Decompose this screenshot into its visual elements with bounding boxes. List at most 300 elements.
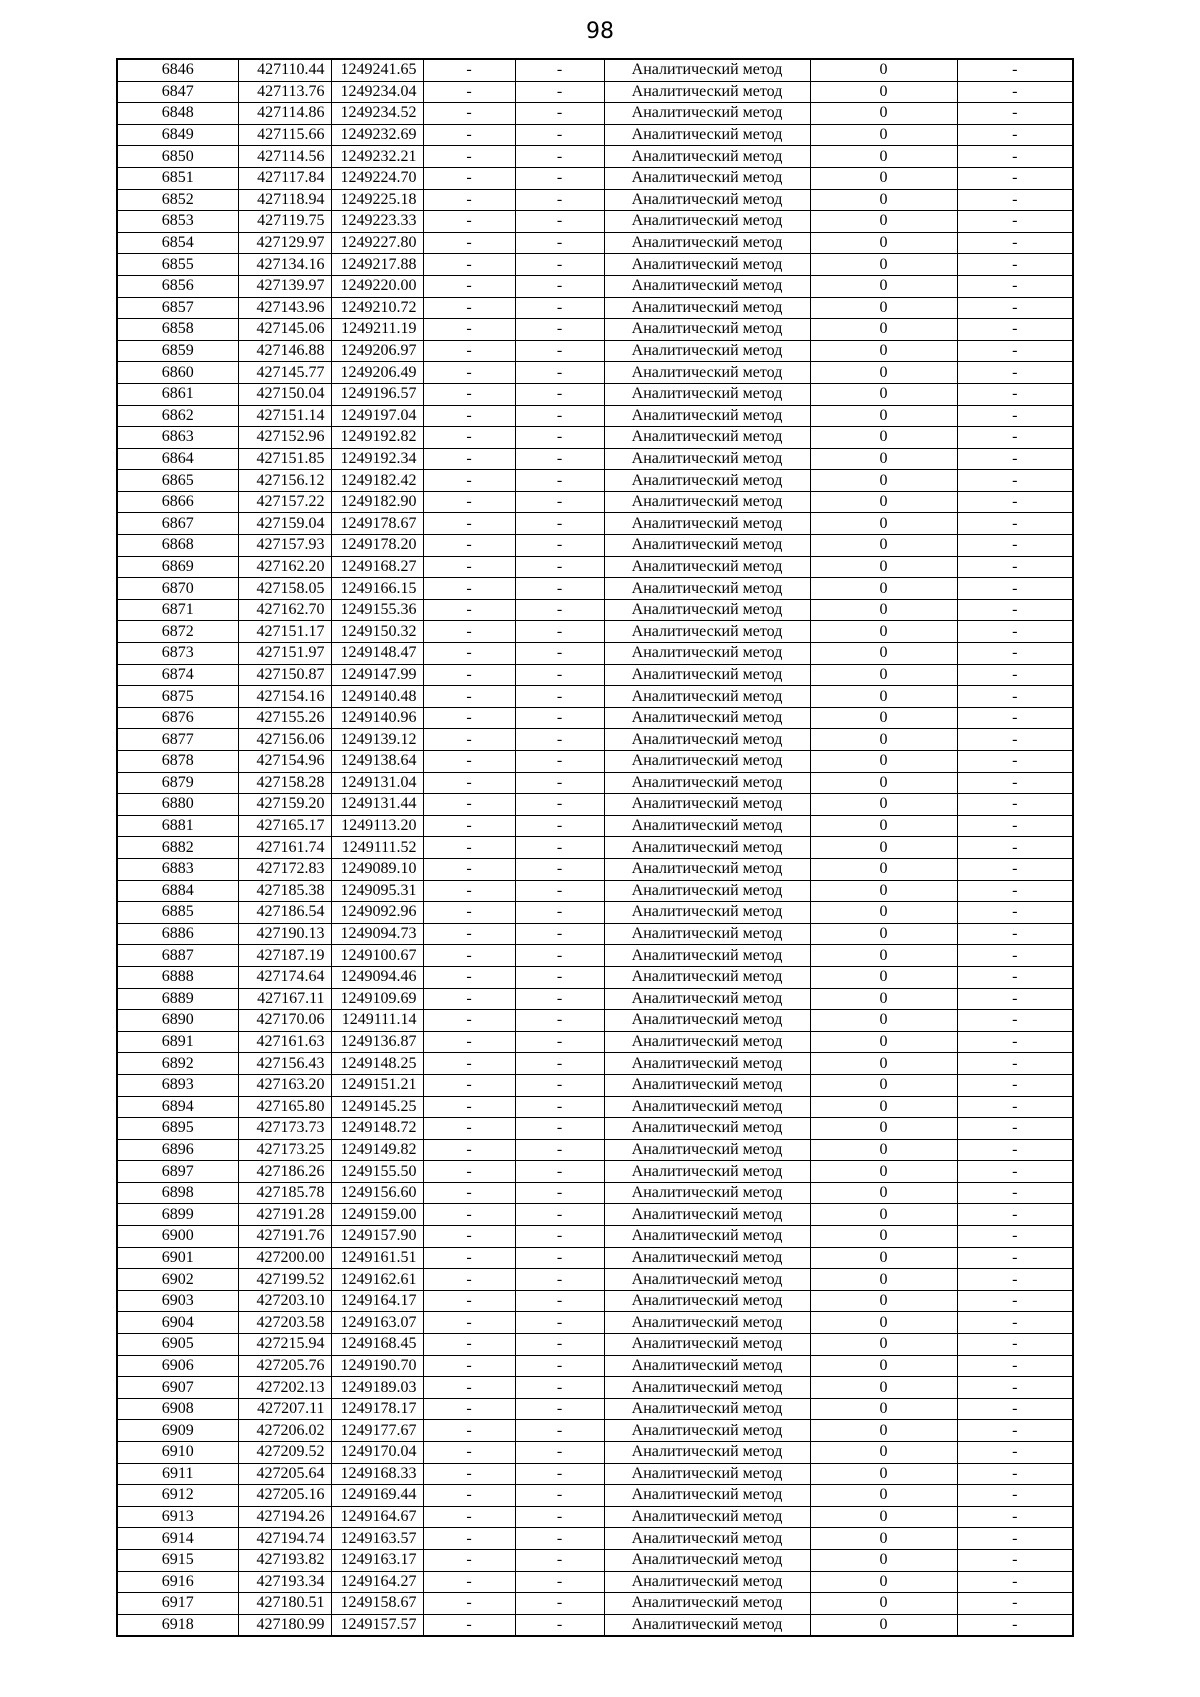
empty-cell-b: -: [515, 1377, 604, 1399]
empty-cell-c: -: [957, 1614, 1073, 1636]
empty-cell-a: -: [423, 707, 515, 729]
empty-cell-c: -: [957, 1377, 1073, 1399]
empty-cell-a: -: [423, 1398, 515, 1420]
empty-cell-c: -: [957, 772, 1073, 794]
x-coordinate-cell: 427180.99: [238, 1614, 331, 1636]
value-cell: 0: [810, 1506, 957, 1528]
value-cell: 0: [810, 535, 957, 557]
point-number-cell: 6902: [117, 1269, 238, 1291]
point-number-cell: 6875: [117, 686, 238, 708]
empty-cell-c: -: [957, 1593, 1073, 1615]
x-coordinate-cell: 427162.70: [238, 599, 331, 621]
empty-cell-a: -: [423, 513, 515, 535]
y-coordinate-cell: 1249147.99: [331, 664, 423, 686]
empty-cell-b: -: [515, 1528, 604, 1550]
empty-cell-c: -: [957, 189, 1073, 211]
table-row: [117, 1096, 1073, 1118]
x-coordinate-cell: 427114.86: [238, 103, 331, 125]
x-coordinate-cell: 427113.76: [238, 81, 331, 103]
point-number-cell: 6883: [117, 858, 238, 880]
empty-cell-b: -: [515, 751, 604, 773]
empty-cell-b: -: [515, 880, 604, 902]
empty-cell-a: -: [423, 189, 515, 211]
empty-cell-a: -: [423, 643, 515, 665]
empty-cell-a: -: [423, 146, 515, 168]
empty-cell-c: -: [957, 1571, 1073, 1593]
empty-cell-b: -: [515, 1334, 604, 1356]
method-cell: Аналитический метод: [604, 81, 810, 103]
x-coordinate-cell: 427205.64: [238, 1463, 331, 1485]
value-cell: 0: [810, 1593, 957, 1615]
x-coordinate-cell: 427191.28: [238, 1204, 331, 1226]
empty-cell-a: -: [423, 535, 515, 557]
empty-cell-c: -: [957, 1528, 1073, 1550]
y-coordinate-cell: 1249111.52: [331, 837, 423, 859]
x-coordinate-cell: 427167.11: [238, 988, 331, 1010]
table-row: [117, 1355, 1073, 1377]
empty-cell-a: -: [423, 1420, 515, 1442]
value-cell: 0: [810, 902, 957, 924]
empty-cell-a: -: [423, 1269, 515, 1291]
point-number-cell: 6901: [117, 1247, 238, 1269]
table-row: [117, 1226, 1073, 1248]
y-coordinate-cell: 1249225.18: [331, 189, 423, 211]
table-row: [117, 1010, 1073, 1032]
empty-cell-b: -: [515, 1053, 604, 1075]
value-cell: 0: [810, 232, 957, 254]
empty-cell-c: -: [957, 988, 1073, 1010]
method-cell: Аналитический метод: [604, 1334, 810, 1356]
empty-cell-b: -: [515, 124, 604, 146]
method-cell: Аналитический метод: [604, 858, 810, 880]
point-number-cell: 6856: [117, 275, 238, 297]
point-number-cell: 6873: [117, 643, 238, 665]
empty-cell-a: -: [423, 103, 515, 125]
empty-cell-c: -: [957, 1485, 1073, 1507]
empty-cell-c: -: [957, 124, 1073, 146]
table-row: [117, 1031, 1073, 1053]
method-cell: Аналитический метод: [604, 945, 810, 967]
y-coordinate-cell: 1249227.80: [331, 232, 423, 254]
empty-cell-a: -: [423, 470, 515, 492]
point-number-cell: 6861: [117, 383, 238, 405]
method-cell: Аналитический метод: [604, 621, 810, 643]
y-coordinate-cell: 1249224.70: [331, 167, 423, 189]
point-number-cell: 6849: [117, 124, 238, 146]
point-number-cell: 6853: [117, 211, 238, 233]
table-row: [117, 578, 1073, 600]
point-number-cell: 6918: [117, 1614, 238, 1636]
method-cell: Аналитический метод: [604, 643, 810, 665]
empty-cell-a: -: [423, 1182, 515, 1204]
y-coordinate-cell: 1249162.61: [331, 1269, 423, 1291]
method-cell: Аналитический метод: [604, 707, 810, 729]
table-row: [117, 297, 1073, 319]
value-cell: 0: [810, 1312, 957, 1334]
point-number-cell: 6867: [117, 513, 238, 535]
empty-cell-c: -: [957, 1442, 1073, 1464]
value-cell: 0: [810, 556, 957, 578]
value-cell: 0: [810, 1118, 957, 1140]
empty-cell-c: -: [957, 1549, 1073, 1571]
table-row: [117, 167, 1073, 189]
x-coordinate-cell: 427159.04: [238, 513, 331, 535]
empty-cell-b: -: [515, 1074, 604, 1096]
point-number-cell: 6851: [117, 167, 238, 189]
value-cell: 0: [810, 1182, 957, 1204]
y-coordinate-cell: 1249095.31: [331, 880, 423, 902]
point-number-cell: 6847: [117, 81, 238, 103]
x-coordinate-cell: 427156.43: [238, 1053, 331, 1075]
table-row: [117, 275, 1073, 297]
x-coordinate-cell: 427151.97: [238, 643, 331, 665]
table-body: [117, 59, 1073, 1636]
method-cell: Аналитический метод: [604, 1031, 810, 1053]
empty-cell-c: -: [957, 902, 1073, 924]
table-row: [117, 81, 1073, 103]
y-coordinate-cell: 1249169.44: [331, 1485, 423, 1507]
empty-cell-c: -: [957, 254, 1073, 276]
point-number-cell: 6888: [117, 966, 238, 988]
value-cell: 0: [810, 578, 957, 600]
x-coordinate-cell: 427154.16: [238, 686, 331, 708]
method-cell: Аналитический метод: [604, 1420, 810, 1442]
method-cell: Аналитический метод: [604, 966, 810, 988]
empty-cell-b: -: [515, 686, 604, 708]
empty-cell-a: -: [423, 945, 515, 967]
empty-cell-b: -: [515, 1204, 604, 1226]
y-coordinate-cell: 1249156.60: [331, 1182, 423, 1204]
method-cell: Аналитический метод: [604, 1355, 810, 1377]
x-coordinate-cell: 427146.88: [238, 340, 331, 362]
point-number-cell: 6865: [117, 470, 238, 492]
x-coordinate-cell: 427215.94: [238, 1334, 331, 1356]
x-coordinate-cell: 427154.96: [238, 751, 331, 773]
value-cell: 0: [810, 664, 957, 686]
value-cell: 0: [810, 297, 957, 319]
empty-cell-b: -: [515, 923, 604, 945]
table-row: [117, 1312, 1073, 1334]
x-coordinate-cell: 427199.52: [238, 1269, 331, 1291]
x-coordinate-cell: 427174.64: [238, 966, 331, 988]
empty-cell-b: -: [515, 1269, 604, 1291]
value-cell: 0: [810, 362, 957, 384]
empty-cell-c: -: [957, 1506, 1073, 1528]
empty-cell-c: -: [957, 513, 1073, 535]
method-cell: Аналитический метод: [604, 340, 810, 362]
y-coordinate-cell: 1249178.20: [331, 535, 423, 557]
method-cell: Аналитический метод: [604, 880, 810, 902]
empty-cell-a: -: [423, 902, 515, 924]
value-cell: 0: [810, 1485, 957, 1507]
empty-cell-b: -: [515, 1031, 604, 1053]
x-coordinate-cell: 427157.22: [238, 491, 331, 513]
y-coordinate-cell: 1249145.25: [331, 1096, 423, 1118]
y-coordinate-cell: 1249178.67: [331, 513, 423, 535]
empty-cell-c: -: [957, 880, 1073, 902]
table-row: [117, 945, 1073, 967]
x-coordinate-cell: 427129.97: [238, 232, 331, 254]
method-cell: Аналитический метод: [604, 254, 810, 276]
empty-cell-c: -: [957, 1010, 1073, 1032]
table-row: [117, 189, 1073, 211]
empty-cell-a: -: [423, 1506, 515, 1528]
point-number-cell: 6872: [117, 621, 238, 643]
empty-cell-c: -: [957, 491, 1073, 513]
empty-cell-b: -: [515, 427, 604, 449]
empty-cell-c: -: [957, 167, 1073, 189]
table-row: [117, 1614, 1073, 1636]
value-cell: 0: [810, 880, 957, 902]
y-coordinate-cell: 1249131.04: [331, 772, 423, 794]
empty-cell-b: -: [515, 1096, 604, 1118]
x-coordinate-cell: 427150.87: [238, 664, 331, 686]
x-coordinate-cell: 427161.74: [238, 837, 331, 859]
empty-cell-c: -: [957, 945, 1073, 967]
empty-cell-c: -: [957, 578, 1073, 600]
value-cell: 0: [810, 146, 957, 168]
empty-cell-b: -: [515, 794, 604, 816]
empty-cell-b: -: [515, 966, 604, 988]
x-coordinate-cell: 427156.12: [238, 470, 331, 492]
point-number-cell: 6913: [117, 1506, 238, 1528]
table-row: [117, 1204, 1073, 1226]
method-cell: Аналитический метод: [604, 1118, 810, 1140]
y-coordinate-cell: 1249232.21: [331, 146, 423, 168]
empty-cell-a: -: [423, 858, 515, 880]
x-coordinate-cell: 427151.85: [238, 448, 331, 470]
empty-cell-b: -: [515, 815, 604, 837]
empty-cell-b: -: [515, 1118, 604, 1140]
point-number-cell: 6893: [117, 1074, 238, 1096]
value-cell: 0: [810, 470, 957, 492]
table-row: [117, 1528, 1073, 1550]
value-cell: 0: [810, 211, 957, 233]
empty-cell-a: -: [423, 1312, 515, 1334]
method-cell: Аналитический метод: [604, 146, 810, 168]
empty-cell-b: -: [515, 837, 604, 859]
table-row: [117, 1290, 1073, 1312]
empty-cell-b: -: [515, 1506, 604, 1528]
empty-cell-a: -: [423, 1053, 515, 1075]
value-cell: 0: [810, 1053, 957, 1075]
empty-cell-c: -: [957, 1096, 1073, 1118]
x-coordinate-cell: 427145.77: [238, 362, 331, 384]
empty-cell-a: -: [423, 167, 515, 189]
value-cell: 0: [810, 124, 957, 146]
empty-cell-c: -: [957, 1074, 1073, 1096]
value-cell: 0: [810, 1290, 957, 1312]
table-row: [117, 427, 1073, 449]
empty-cell-c: -: [957, 232, 1073, 254]
empty-cell-b: -: [515, 1139, 604, 1161]
method-cell: Аналитический метод: [604, 1614, 810, 1636]
point-number-cell: 6879: [117, 772, 238, 794]
empty-cell-c: -: [957, 729, 1073, 751]
point-number-cell: 6912: [117, 1485, 238, 1507]
value-cell: 0: [810, 1355, 957, 1377]
value-cell: 0: [810, 1614, 957, 1636]
method-cell: Аналитический метод: [604, 1161, 810, 1183]
y-coordinate-cell: 1249241.65: [331, 59, 423, 81]
y-coordinate-cell: 1249136.87: [331, 1031, 423, 1053]
point-number-cell: 6864: [117, 448, 238, 470]
empty-cell-a: -: [423, 211, 515, 233]
empty-cell-a: -: [423, 1074, 515, 1096]
empty-cell-c: -: [957, 1463, 1073, 1485]
point-number-cell: 6895: [117, 1118, 238, 1140]
empty-cell-b: -: [515, 362, 604, 384]
empty-cell-a: -: [423, 1614, 515, 1636]
method-cell: Аналитический метод: [604, 1528, 810, 1550]
empty-cell-b: -: [515, 556, 604, 578]
empty-cell-c: -: [957, 103, 1073, 125]
empty-cell-b: -: [515, 1442, 604, 1464]
empty-cell-a: -: [423, 1096, 515, 1118]
point-number-cell: 6906: [117, 1355, 238, 1377]
y-coordinate-cell: 1249170.04: [331, 1442, 423, 1464]
point-number-cell: 6874: [117, 664, 238, 686]
table-row: [117, 858, 1073, 880]
x-coordinate-cell: 427193.34: [238, 1571, 331, 1593]
empty-cell-a: -: [423, 578, 515, 600]
table-row: [117, 211, 1073, 233]
x-coordinate-cell: 427152.96: [238, 427, 331, 449]
method-cell: Аналитический метод: [604, 794, 810, 816]
empty-cell-a: -: [423, 599, 515, 621]
empty-cell-b: -: [515, 535, 604, 557]
empty-cell-c: -: [957, 1290, 1073, 1312]
x-coordinate-cell: 427203.58: [238, 1312, 331, 1334]
table-row: [117, 1398, 1073, 1420]
empty-cell-b: -: [515, 621, 604, 643]
x-coordinate-cell: 427202.13: [238, 1377, 331, 1399]
empty-cell-a: -: [423, 815, 515, 837]
table-row: [117, 1506, 1073, 1528]
table-row: [117, 794, 1073, 816]
x-coordinate-cell: 427145.06: [238, 319, 331, 341]
empty-cell-c: -: [957, 362, 1073, 384]
table-row: [117, 751, 1073, 773]
method-cell: Аналитический метод: [604, 1096, 810, 1118]
empty-cell-c: -: [957, 1053, 1073, 1075]
y-coordinate-cell: 1249161.51: [331, 1247, 423, 1269]
y-coordinate-cell: 1249138.64: [331, 751, 423, 773]
empty-cell-b: -: [515, 448, 604, 470]
value-cell: 0: [810, 837, 957, 859]
y-coordinate-cell: 1249155.36: [331, 599, 423, 621]
empty-cell-a: -: [423, 1463, 515, 1485]
x-coordinate-cell: 427117.84: [238, 167, 331, 189]
value-cell: 0: [810, 1010, 957, 1032]
value-cell: 0: [810, 427, 957, 449]
empty-cell-b: -: [515, 902, 604, 924]
empty-cell-a: -: [423, 1334, 515, 1356]
value-cell: 0: [810, 383, 957, 405]
empty-cell-a: -: [423, 1118, 515, 1140]
method-cell: Аналитический метод: [604, 405, 810, 427]
y-coordinate-cell: 1249100.67: [331, 945, 423, 967]
x-coordinate-cell: 427203.10: [238, 1290, 331, 1312]
empty-cell-b: -: [515, 232, 604, 254]
value-cell: 0: [810, 1549, 957, 1571]
point-number-cell: 6909: [117, 1420, 238, 1442]
value-cell: 0: [810, 751, 957, 773]
empty-cell-b: -: [515, 1571, 604, 1593]
x-coordinate-cell: 427186.54: [238, 902, 331, 924]
x-coordinate-cell: 427200.00: [238, 1247, 331, 1269]
x-coordinate-cell: 427156.06: [238, 729, 331, 751]
point-number-cell: 6899: [117, 1204, 238, 1226]
x-coordinate-cell: 427185.78: [238, 1182, 331, 1204]
y-coordinate-cell: 1249139.12: [331, 729, 423, 751]
x-coordinate-cell: 427191.76: [238, 1226, 331, 1248]
point-number-cell: 6882: [117, 837, 238, 859]
empty-cell-c: -: [957, 1139, 1073, 1161]
empty-cell-a: -: [423, 275, 515, 297]
method-cell: Аналитический метод: [604, 1463, 810, 1485]
method-cell: Аналитический метод: [604, 448, 810, 470]
empty-cell-a: -: [423, 232, 515, 254]
y-coordinate-cell: 1249164.17: [331, 1290, 423, 1312]
value-cell: 0: [810, 794, 957, 816]
y-coordinate-cell: 1249223.33: [331, 211, 423, 233]
table-row: [117, 1182, 1073, 1204]
table-row: [117, 1118, 1073, 1140]
empty-cell-b: -: [515, 643, 604, 665]
empty-cell-b: -: [515, 1161, 604, 1183]
value-cell: 0: [810, 103, 957, 125]
table-row: [117, 124, 1073, 146]
empty-cell-a: -: [423, 1549, 515, 1571]
empty-cell-a: -: [423, 988, 515, 1010]
empty-cell-a: -: [423, 772, 515, 794]
x-coordinate-cell: 427114.56: [238, 146, 331, 168]
point-number-cell: 6907: [117, 1377, 238, 1399]
table-row: [117, 988, 1073, 1010]
value-cell: 0: [810, 1377, 957, 1399]
empty-cell-b: -: [515, 1312, 604, 1334]
y-coordinate-cell: 1249159.00: [331, 1204, 423, 1226]
empty-cell-b: -: [515, 664, 604, 686]
empty-cell-b: -: [515, 491, 604, 513]
x-coordinate-cell: 427193.82: [238, 1549, 331, 1571]
empty-cell-c: -: [957, 556, 1073, 578]
empty-cell-c: -: [957, 707, 1073, 729]
empty-cell-b: -: [515, 340, 604, 362]
empty-cell-a: -: [423, 966, 515, 988]
y-coordinate-cell: 1249211.19: [331, 319, 423, 341]
y-coordinate-cell: 1249168.33: [331, 1463, 423, 1485]
point-number-cell: 6887: [117, 945, 238, 967]
table-row: [117, 686, 1073, 708]
x-coordinate-cell: 427115.66: [238, 124, 331, 146]
point-number-cell: 6859: [117, 340, 238, 362]
empty-cell-b: -: [515, 599, 604, 621]
point-number-cell: 6884: [117, 880, 238, 902]
empty-cell-b: -: [515, 578, 604, 600]
value-cell: 0: [810, 945, 957, 967]
method-cell: Аналитический метод: [604, 1290, 810, 1312]
x-coordinate-cell: 427165.17: [238, 815, 331, 837]
value-cell: 0: [810, 1096, 957, 1118]
x-coordinate-cell: 427150.04: [238, 383, 331, 405]
empty-cell-b: -: [515, 189, 604, 211]
empty-cell-c: -: [957, 427, 1073, 449]
empty-cell-c: -: [957, 1312, 1073, 1334]
empty-cell-c: -: [957, 599, 1073, 621]
y-coordinate-cell: 1249164.67: [331, 1506, 423, 1528]
